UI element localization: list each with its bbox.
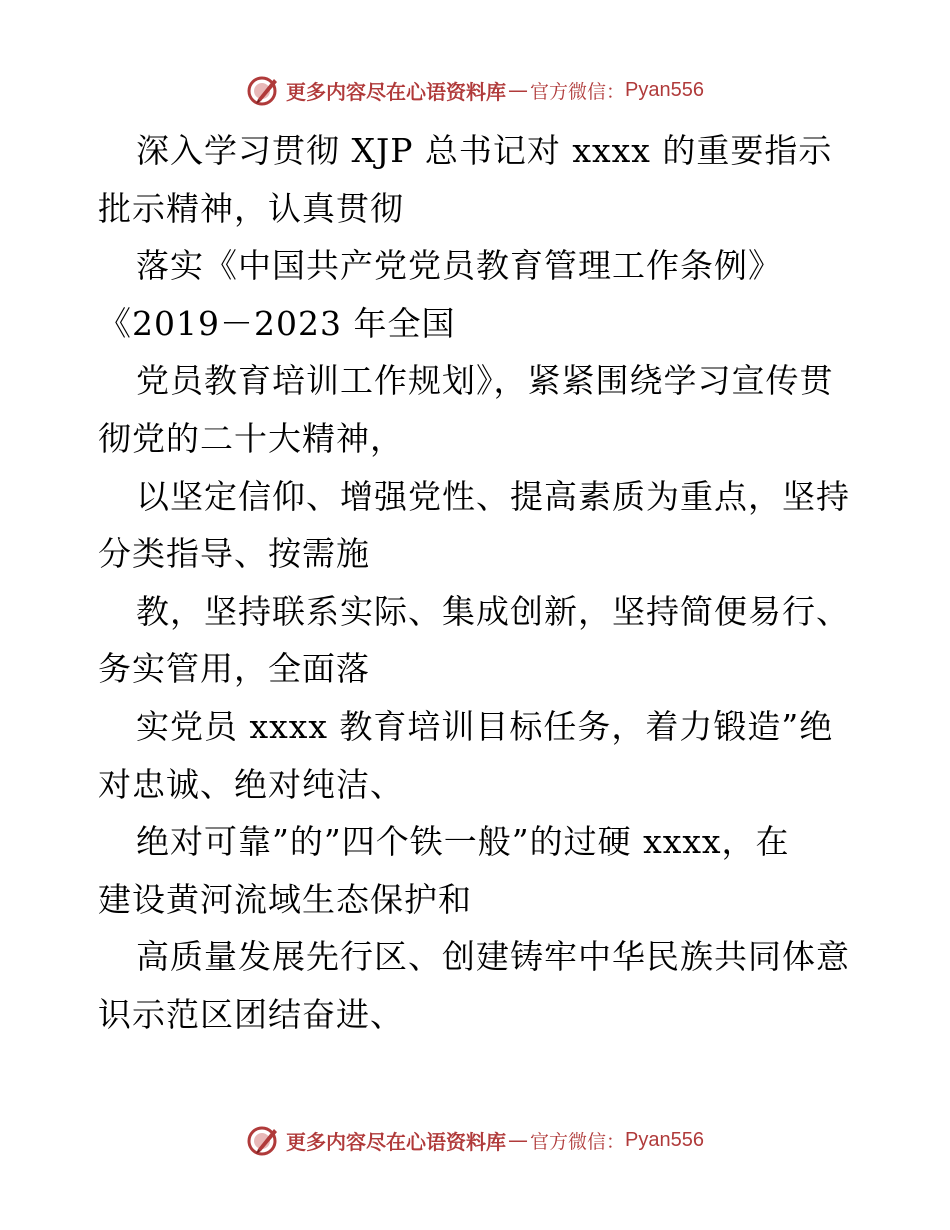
text-line: 教，坚持联系实际、集成创新，坚持简便易行、	[136, 591, 850, 631]
text-line: 彻党的二十大精神，	[98, 418, 404, 458]
brand-text: 更多内容尽在心语资料库	[286, 1129, 506, 1154]
text-line: 分类指导、按需施	[98, 534, 370, 574]
wechat-id: Pyan556	[625, 78, 704, 101]
wechat-id: Pyan556	[625, 1128, 704, 1151]
wechat-label: 官方微信：	[530, 1130, 626, 1153]
text-line: 批示精神，认真贯彻	[98, 188, 404, 228]
footer-watermark-banner	[0, 1120, 950, 1160]
pen-circle-logo-icon	[246, 73, 280, 107]
text-line: 绝对可靠”的”四个铁一般”的过硬 xxxx，在	[136, 822, 790, 862]
text-line: 党员教育培训工作规划》，紧紧围绕学习宣传贯	[136, 361, 834, 401]
text-line: 建设黄河流域生态保护和	[98, 879, 472, 919]
separator-dash: —	[508, 1128, 528, 1152]
header-watermark-banner	[0, 70, 950, 110]
text-line: 对忠诚、绝对纯洁、	[98, 764, 404, 804]
text-line: 《2019－2023 年全国	[98, 303, 456, 343]
text-line: 务实管用，全面落	[98, 649, 370, 689]
text-line: 以坚定信仰、增强党性、提高素质为重点，坚持	[136, 476, 850, 516]
wechat-label: 官方微信：	[530, 80, 626, 103]
text-line: 高质量发展先行区、创建铸牢中华民族共同体意	[136, 937, 850, 977]
separator-dash: —	[508, 78, 528, 102]
text-line: 落实《中国共产党党员教育管理工作条例》	[136, 246, 782, 286]
pen-circle-logo-icon	[246, 1123, 280, 1157]
text-line: 识示范区团结奋进、	[98, 994, 404, 1034]
document-body	[98, 122, 858, 1044]
brand-text: 更多内容尽在心语资料库	[286, 79, 506, 104]
text-line: 深入学习贯彻 XJP 总书记对 xxxx 的重要指示	[136, 131, 833, 170]
text-line: 实党员 xxxx 教育培训目标任务，着力锻造”绝	[136, 706, 834, 746]
